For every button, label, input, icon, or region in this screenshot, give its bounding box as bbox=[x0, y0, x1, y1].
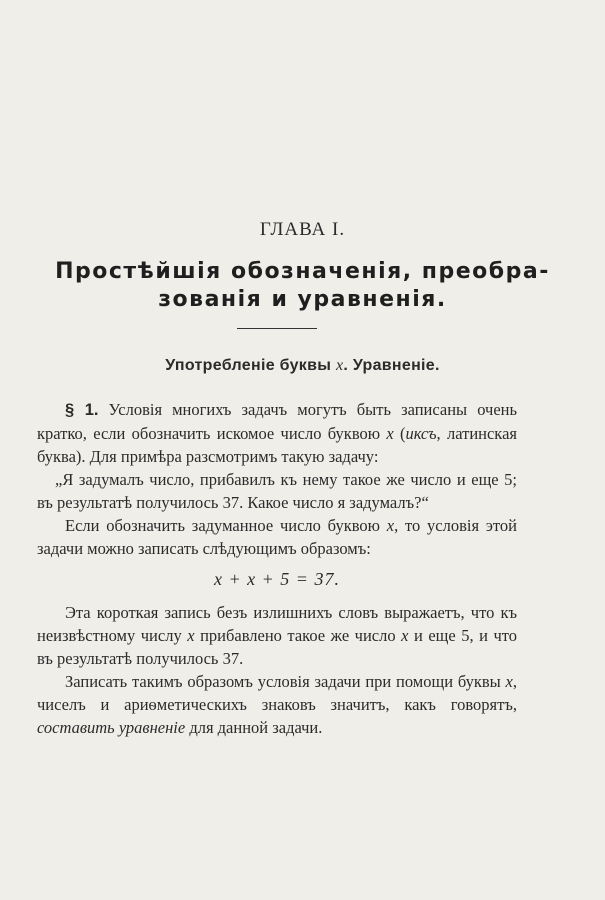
paragraph-1-text-c: , латинская буква). Для примѣра разсмотримъ такую задачу: bbox=[37, 424, 517, 466]
paragraph-4-text-a: Записать такимъ образомъ условія задачи при помощи буквы bbox=[65, 672, 506, 691]
section-number: § 1. bbox=[65, 401, 99, 419]
paragraph-2-text-a: Если обозначить задуманное число буквою bbox=[65, 516, 387, 535]
variable-x: x bbox=[505, 672, 513, 691]
paragraph-1-text-b: ( bbox=[393, 424, 406, 443]
emphasis-make-equation: составить уравненіе bbox=[37, 718, 186, 737]
subtitle-text-end: . Уравненіе. bbox=[343, 357, 440, 374]
paragraph-4-text-b: , чиселъ и ариѳметическихъ знаковъ значитъ, какъ говорятъ, bbox=[37, 672, 517, 714]
variable-x: x bbox=[401, 626, 409, 645]
title-divider bbox=[237, 328, 317, 329]
chapter-title-line-1: Простѣйшія обозначенія, преобра- bbox=[55, 259, 550, 284]
equation: x + x + 5 = 37. bbox=[214, 569, 340, 589]
problem-quote: „Я задумалъ число, прибавилъ къ нему такое же число и еще 5; въ результатѣ получилось 37. Какое число я задумалъ?“ bbox=[37, 470, 517, 512]
paragraph-3-text-b: прибавлено такое же число bbox=[194, 626, 402, 645]
variable-x: x bbox=[386, 516, 395, 535]
paragraph-2-text-b: , то условія этой задачи можно записать слѣдующимъ образомъ: bbox=[37, 516, 517, 558]
paragraph-3-text-c: и еще 5, и что въ результатѣ получилось 37. bbox=[37, 626, 517, 668]
variable-x: x bbox=[187, 626, 195, 645]
body-text bbox=[37, 398, 517, 739]
section-subtitle bbox=[0, 357, 605, 375]
chapter-heading: ГЛАВА I. bbox=[259, 219, 346, 240]
paragraph-1-iks: иксъ bbox=[405, 424, 437, 443]
paragraph-4-text-c: для данной задачи. bbox=[185, 718, 323, 737]
paragraph-1 bbox=[37, 398, 517, 468]
subtitle-text-start: Употребленіе буквы bbox=[165, 357, 336, 374]
variable-x: x bbox=[386, 424, 394, 443]
chapter-title bbox=[0, 258, 605, 314]
paragraph-3 bbox=[37, 601, 517, 670]
paragraph-2 bbox=[37, 514, 517, 560]
chapter-title-line-2: зованія и уравненія. bbox=[158, 287, 447, 312]
paragraph-3-text-a: Эта короткая запись безъ излишнихъ словъ выражаетъ, что къ неизвѣстному числу bbox=[37, 603, 517, 645]
subtitle-variable: x bbox=[335, 357, 344, 374]
paragraph-1-text-a: Условія многихъ задачъ могутъ быть записаны очень кратко, если обозначить искомое число буквою bbox=[37, 400, 517, 443]
paragraph-4 bbox=[37, 670, 517, 739]
